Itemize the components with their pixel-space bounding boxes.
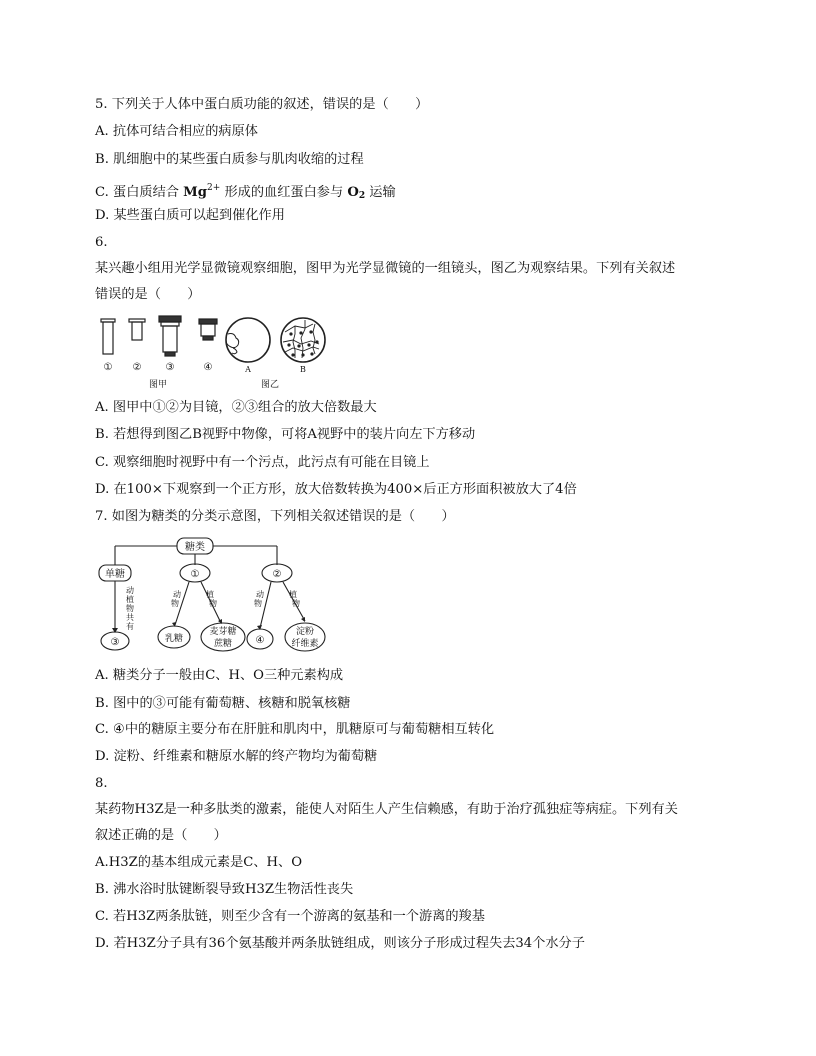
caption-yi: 图乙 (260, 380, 280, 390)
lens-4-label: ④ (203, 362, 213, 373)
q8-stem-line2: 叙述正确的是（ ） (95, 828, 227, 843)
q7-option-d: D. 淀粉、纤维素和糖原水解的终产物均为葡萄糖 (95, 749, 378, 764)
edge-1b-char-1: 植 (206, 590, 214, 599)
q6-option-b: B. 若想得到图乙B视野中物像，可将A视野中的装片向左下方移动 (95, 427, 476, 442)
edge-1b-char-2: 物 (209, 599, 217, 608)
diagram-node-1: ① (190, 569, 200, 580)
edge-mono-char-5: 有 (126, 622, 134, 631)
edge-1a-char-1: 动 (173, 590, 181, 599)
diagram-maltose: 麦芽糖 (209, 627, 237, 637)
caption-jia: 图甲 (148, 380, 168, 390)
q5-stem: 5. 下列关于人体中蛋白质功能的叙述，错误的是（ ） (95, 97, 429, 112)
q5-option-c (95, 178, 735, 206)
edge-2b-char-2: 物 (292, 599, 300, 608)
diagram-sucrose: 蔗糖 (213, 639, 233, 649)
q8-number: 8. (95, 776, 108, 791)
diagram-node-2: ② (272, 569, 282, 580)
q5-option-a: A. 抗体可结合相应的病原体 (95, 124, 258, 139)
q7-option-b: B. 图中的③可能有葡萄糖、核糖和脱氧核糖 (95, 696, 351, 711)
view-b-label: B (300, 365, 306, 374)
q6-stem-line1: 某兴趣小组用光学显微镜观察细胞，图甲为光学显微镜的一组镜头，图乙为观察结果。下列有关叙述 (95, 261, 676, 276)
q5-c-mid: 形成的血红蛋白参与 (220, 185, 348, 200)
o2-subscript: 2 (358, 191, 366, 201)
microscope-figure (95, 312, 335, 392)
q8-option-c: C. 若H3Z两条肽链，则至少含有一个游离的氨基和一个游离的羧基 (95, 909, 485, 924)
edge-2b-char-1: 植 (289, 590, 297, 599)
q5-c-pre: C. 蛋白质结合 (95, 185, 184, 200)
q5-option-b: B. 肌细胞中的某些蛋白质参与肌肉收缩的过程 (95, 152, 364, 167)
q8-option-d: D. 若H3Z分子具有36个氨基酸并两条肽链组成，则该分子形成过程失去34个水分子 (95, 936, 585, 951)
q6-stem-line2: 错误的是（ ） (95, 287, 201, 302)
view-a-icon (226, 318, 270, 362)
q7-option-c: C. ④中的糖原主要分布在肝脏和肌肉中，肌糖原可与葡萄糖相互转化 (95, 722, 495, 737)
lens-2-icon (129, 319, 145, 340)
edge-mono-char-4: 共 (126, 613, 134, 622)
q7-option-a: A. 糖类分子一般由C、H、O三种元素构成 (95, 668, 344, 683)
diagram-root-label: 糖类 (185, 542, 205, 553)
edge-2a-char-2: 物 (254, 599, 262, 608)
mg-symbol: Mg (183, 185, 207, 200)
diagram-lactose: 乳糖 (164, 634, 184, 644)
q6-option-c: C. 观察细胞时视野中有一个污点，此污点有可能在目镜上 (95, 455, 430, 470)
o2-formula (347, 185, 365, 200)
q8-option-b: B. 沸水浴时肽键断裂导致H3Z生物活性丧失 (95, 882, 354, 897)
edge-mono-char-2: 植 (126, 595, 134, 604)
diagram-starch: 淀粉 (295, 627, 315, 637)
view-b-icon (281, 318, 325, 362)
lens-3-label: ③ (165, 362, 175, 373)
q6-option-a: A. 图甲中①②为目镜，②③组合的放大倍数最大 (95, 400, 377, 415)
edge-2a-char-1: 动 (256, 590, 264, 599)
mg-ion (183, 185, 220, 200)
sugar-classification-diagram (95, 535, 335, 657)
mg-charge: 2+ (206, 183, 221, 193)
lens-3-icon (159, 316, 181, 356)
q6-option-d: D. 在100×下观察到一个正方形，放大倍数转换为400×后正方形面积被放大了4倍 (95, 482, 577, 497)
edge-mono-char-1: 动 (126, 586, 134, 595)
diagram-mono-label: 单糖 (105, 569, 125, 580)
q6-number: 6. (95, 235, 108, 250)
edge-1a-char-2: 物 (171, 599, 179, 608)
diagram-cellulose: 纤维素 (291, 639, 319, 649)
q8-stem-line1: 某药物H3Z是一种多肽类的激素，能使人对陌生人产生信赖感，有助于治疗孤独症等病症。下列有关 (95, 802, 678, 817)
view-a-label: A (245, 365, 251, 374)
diagram-node-3: ③ (110, 637, 120, 648)
o-symbol: O (347, 185, 359, 200)
q5-option-d: D. 某些蛋白质可以起到催化作用 (95, 208, 285, 223)
lens-1-icon (101, 319, 115, 354)
q7-stem: 7. 如图为糖类的分类示意图，下列相关叙述错误的是（ ） (95, 509, 455, 524)
lens-1-label: ① (103, 362, 113, 373)
lens-2-label: ② (132, 362, 142, 373)
lens-4-icon (199, 319, 217, 340)
q8-option-a: A.H3Z的基本组成元素是C、H、O (95, 855, 303, 870)
diagram-node-4: ④ (255, 635, 265, 646)
q5-c-post: 运输 (365, 185, 396, 200)
edge-mono-char-3: 物 (126, 604, 134, 613)
